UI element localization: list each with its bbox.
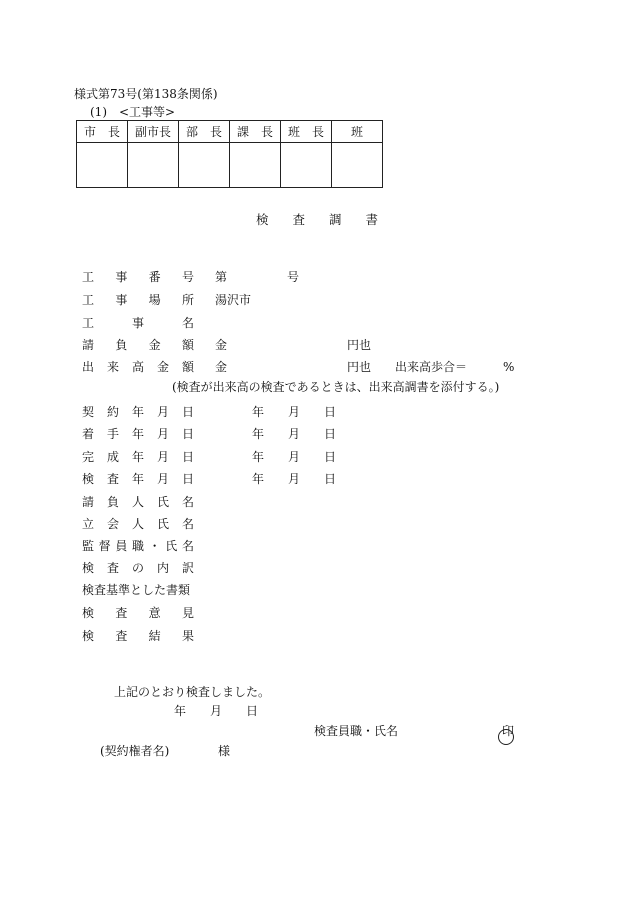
approval-header-team: 班 [332,121,383,143]
approval-header-mayor: 市 長 [77,121,128,143]
stamp-cell[interactable] [332,143,383,188]
field-label: 監 督 員 職 ・ 氏 名 [82,539,194,553]
approval-header-row [77,121,383,143]
closing-date: 年 月 日 [174,704,259,718]
field-label: 請 負 金 額 [82,338,194,352]
field-label: 検 査 結 果 [82,629,194,643]
field-value[interactable]: 金 円也 [215,338,372,352]
field-value[interactable]: 金 円也 出来高歩合＝ % [215,360,515,374]
closing-statement: 上記のとおり検査しました。 [114,685,271,699]
field-label: 検 査 意 見 [82,606,194,620]
field-label: 検 査 年 月 日 [82,472,194,486]
approval-header-department-head: 部 長 [179,121,230,143]
approval-stamp-row [77,143,383,188]
field-label: 検 査 の 内 訳 [82,561,194,575]
form-number: 様式第73号(第138条関係) [74,87,218,101]
field-label: 工 事 場 所 [82,293,194,307]
document-title: 検査調書 [256,212,403,227]
field-label: 検査基準とした書類 [82,583,191,597]
seal-circle-icon [498,729,514,745]
stamp-cell[interactable] [179,143,230,188]
field-label: 契 約 年 月 日 [82,405,194,419]
field-value[interactable]: 年 月 日 [252,405,337,419]
progress-note: (検査が出来高の検査であるときは、出来高調書を添付する。) [172,380,500,394]
honorific: 様 [218,744,231,758]
approval-header-section-head: 課 長 [230,121,281,143]
section-label: (1) <工事等> [90,105,176,119]
field-value[interactable]: 湯沢市 [215,293,252,307]
field-label: 工 事 名 [82,316,194,330]
field-label: 工 事 番 号 [82,270,194,284]
field-label: 立 会 人 氏 名 [82,517,194,531]
approval-stamp-table [76,120,383,188]
field-label: 出 来 高 金 額 [82,360,194,374]
stamp-cell[interactable] [281,143,332,188]
stamp-cell[interactable] [128,143,179,188]
field-value[interactable]: 年 月 日 [252,472,337,486]
field-value[interactable]: 第 号 [215,270,300,284]
field-label: 請 負 人 氏 名 [82,495,194,509]
approval-header-deputy-mayor: 副市長 [128,121,179,143]
field-value[interactable]: 年 月 日 [252,427,337,441]
addressee-label: (契約権者名) [100,744,170,758]
seal-mark: 印 [502,724,515,738]
field-label: 着 手 年 月 日 [82,427,194,441]
field-value[interactable]: 年 月 日 [252,450,337,464]
stamp-cell[interactable] [77,143,128,188]
inspector-label: 検査員職・氏名 [314,724,399,738]
stamp-cell[interactable] [230,143,281,188]
approval-header-team-leader: 班 長 [281,121,332,143]
field-label: 完 成 年 月 日 [82,450,194,464]
